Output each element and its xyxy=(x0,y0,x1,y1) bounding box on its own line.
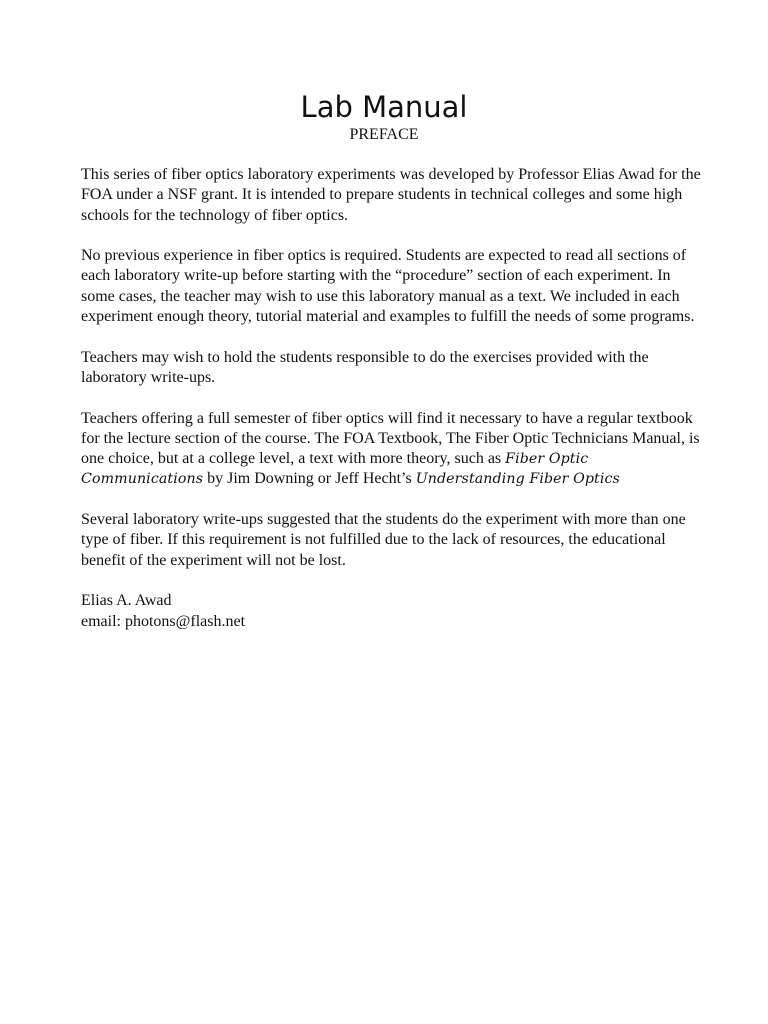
author-email: email: photons@flash.net xyxy=(81,612,246,630)
book-title-fiber-optic-communications: Fiber Optic Communications xyxy=(81,451,589,488)
paragraph-5: Several laboratory write-ups suggested that the students do the experiment with more than one type of fiber. If this requirement is not fulfilled due to the lack of resources, the educational benefit of the experiment will not be lost. xyxy=(81,511,686,569)
paragraph-4-text-b: by Jim Downing or Jeff Hecht’s xyxy=(203,470,416,488)
author-name: Elias A. Awad xyxy=(81,592,172,610)
paragraph-4 xyxy=(81,409,701,490)
paragraph-2: No previous experience in fiber optics is required. Students are expected to read all sections of each laboratory write-up before starting with the “procedure” section of each experiment. In some cases, the teacher may wish to use this laboratory manual as a text. We included in each experiment enough theory, tutorial material and examples to fulfill the needs of some programs. xyxy=(81,247,695,326)
paragraph-1: This series of fiber optics laboratory experiments was developed by Professor Elias Awad for the FOA under a NSF grant. It is intended to prepare students in technical colleges and some high schools for the technology of fiber optics. xyxy=(81,166,701,224)
preface-body xyxy=(81,165,701,632)
book-title-understanding-fiber-optics: Understanding Fiber Optics xyxy=(415,471,620,488)
document-title: Lab Manual xyxy=(300,90,468,124)
signature-block xyxy=(81,591,701,632)
paragraph-3: Teachers may wish to hold the students responsible to do the exercises provided with the laboratory write-ups. xyxy=(81,348,649,386)
section-heading: PREFACE xyxy=(349,126,419,143)
paragraph-4-text-a: Teachers offering a full semester of fiber optics will find it necessary to have a regular textbook for the lecture section of the course. The FOA Textbook, The Fiber Optic Technicians Manual, is one choice, but at a college level, a text with more theory, such as xyxy=(81,409,700,468)
